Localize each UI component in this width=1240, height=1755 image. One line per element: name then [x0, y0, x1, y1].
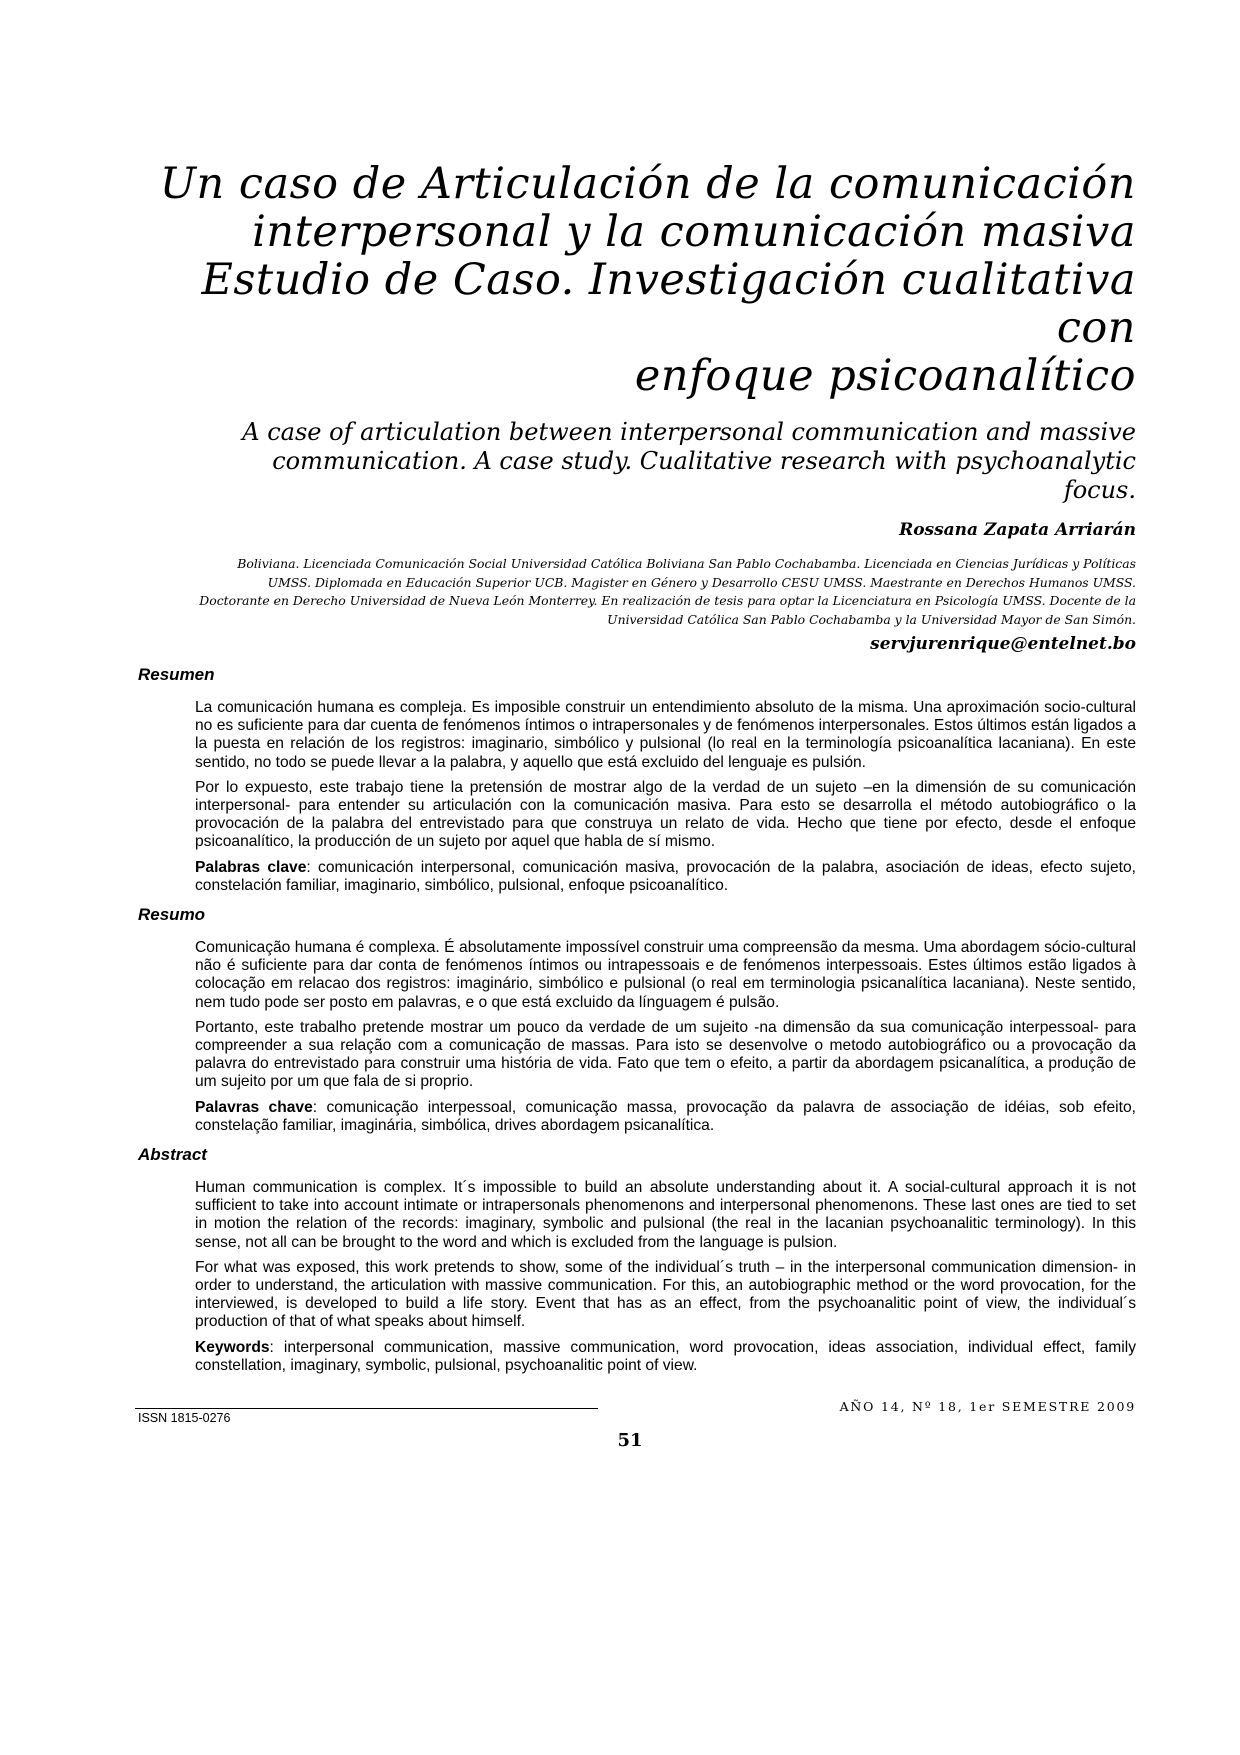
page-number: 51 [617, 1430, 643, 1452]
title-line: Un caso de Articulación de la comunicación [159, 159, 1136, 209]
resumo-keywords [195, 1099, 1136, 1135]
resumen-body [195, 699, 1136, 895]
subtitle-line: communication. A case study. Cualitative research with psychoanalytic [272, 447, 1136, 475]
page-footer [135, 1399, 1136, 1459]
author-email[interactable]: servjurenrique@entelnet.bo [870, 634, 1136, 654]
bio-line: Boliviana. Licenciada Comunicación Social Universidad Católica Boliviana San Pablo Cochabamba. Licenciada en Ciencias Jurídicas y Políticas [237, 556, 1136, 571]
author-name: Rossana Zapata Arriarán [899, 520, 1136, 540]
resumen-heading: Resumen [138, 665, 215, 684]
title-line: Estudio de Caso. Investigación cualitativa con [201, 255, 1136, 353]
author-bio [135, 555, 1136, 629]
subtitle-line: A case of articulation between interpersonal communication and massive [242, 418, 1136, 446]
resumo-heading: Resumo [138, 905, 206, 925]
keywords-text: : comunicación interpersonal, comunicación masiva, provocación de la palabra, asociación de ideas, efecto sujeto, constelación familiar, imaginario, simbólico, pulsional, enfoque psicoanalítico. [195, 858, 1137, 894]
resumo-paragraph: Portanto, este trabalho pretende mostrar um pouco da verdade de um sujeito -na dimensão da sua comunicação interpessoal- para compreender a sua relação com a comunicação de massas. Para isto se desenvolve o metodo autobiográfico ou a provocação da palavra do entrevistado para construir uma história de vida. Fato que tem o efeito, a partir da abordagem psicanalítica, a produção de um sujeito por um que fala de si proprio. [195, 1018, 1136, 1091]
subtitle-line: focus. [1063, 476, 1136, 504]
resumo-body [195, 939, 1136, 1135]
bio-line: Universidad Católica San Pablo Cochabamba y la Universidad Mayor de San Simón. [607, 611, 1136, 627]
abstract-paragraph: Human communication is complex. It´s impossible to build an absolute understanding about it. A social-cultural approach it is not sufficient to take into account intimate or intrapersonals phenomenons and interpersonal phenomenons. These last ones are tied to set in motion the relation of the records: imaginary, symbolic and pulsional (the real in the lacanian psychoanalitic terminology). In this sense, not all can be brought to the word and which is excluded from the language is pulsion. [195, 1179, 1136, 1251]
article-subtitle [135, 418, 1136, 505]
bio-line: Doctorante en Derecho Universidad de Nueva León Monterrey. En realización de tesis para optar la Licenciatura en Psicología UMSS. Docente de la [199, 593, 1136, 608]
keywords-label: Palavras chave [195, 1098, 313, 1116]
title-line: enfoque psicoanalítico [634, 351, 1136, 401]
bio-line: UMSS. Diplomada en Educación Superior UCB. Magister en Género y Desarrollo CESU UMSS. Maestrante en Derechos Humanos UMSS. [267, 574, 1136, 590]
title-line: interpersonal y la comunicación masiva [252, 207, 1136, 257]
abstract-keywords [195, 1339, 1136, 1375]
keywords-label: Keywords [195, 1338, 270, 1356]
keywords-text: : interpersonal communication, massive communication, word provocation, ideas association, individual effect, family constellation, imaginary, symbolic, pulsional, psychoanalitic point of view. [195, 1338, 1136, 1374]
resumen-keywords [195, 859, 1136, 895]
article-title [135, 160, 1136, 400]
issn: ISSN 1815-0276 [138, 1411, 231, 1426]
abstract-paragraph: For what was exposed, this work pretends to show, some of the individual´s truth – in the interpersonal communication dimension- in order to understand, the articulation with massive communication. For this, an autobiographic method or the word provocation, for the interviewed, is developed to build a life story. Event that has as an effect, from the psychoanalitic point of view, the individual´s production of that of what speaks about himself. [195, 1258, 1136, 1331]
resumen-paragraph: La comunicación humana es compleja. Es imposible construir un entendimiento absoluto de la misma. Una aproximación socio-cultural no es suficiente para dar cuenta de fenómenos íntimos o intrapersonales y de fenómenos interpersonales. Estos últimos están ligados a la puesta en relación de los registros: imaginario, simbólico y pulsional (lo real en la terminología psicoanalítica lacaniana). En este sentido, no todo se puede llevar a la palabra, y aquello que está excluido del lenguaje es pulsión. [195, 699, 1136, 771]
resumen-paragraph: Por lo expuesto, este trabajo tiene la pretensión de mostrar algo de la verdad de un sujeto –en la dimensión de su comunicación interpersonal- para entender su articulación con la comunicación masiva. Para esto se desarrolla el método autobiográfico o la provocación de la palabra del entrevistado para que construya un relato de vida. Hecho que tiene por efecto, desde el enfoque psicoanalítico, la producción de un sujeto por aquel que habla de sí mismo. [195, 778, 1136, 851]
keywords-text: : comunicação interpessoal, comunicação massa, provocação da palavra de associação de idéias, sob efeito, constelação familiar, imaginária, simbólica, drives abordagem psicanalítica. [195, 1098, 1136, 1134]
footer-divider [135, 1408, 598, 1409]
abstract-heading: Abstract [138, 1145, 207, 1165]
resumo-paragraph: Comunicação humana é complexa. É absolutamente impossível construir uma compreensão da mesma. Uma abordagem sócio-cultural não é suficiente para dar conta de fenómenos íntimos ou intrapessoais e de fenómenos interpessoais. Estes últimos estão ligados à colocação em relacao dos registros: imaginário, simbólico e pulsional (o real em terminologia psicanalítica lacaniana). Neste sentido, nem tudo pode ser posto em palavras, e o que está excluido da línguagem é pulsão. [195, 939, 1136, 1011]
keywords-label: Palabras clave [195, 858, 307, 876]
issue-info: AÑO 14, Nº 18, 1er SEMESTRE 2009 [839, 1399, 1136, 1415]
abstract-body [195, 1179, 1136, 1375]
